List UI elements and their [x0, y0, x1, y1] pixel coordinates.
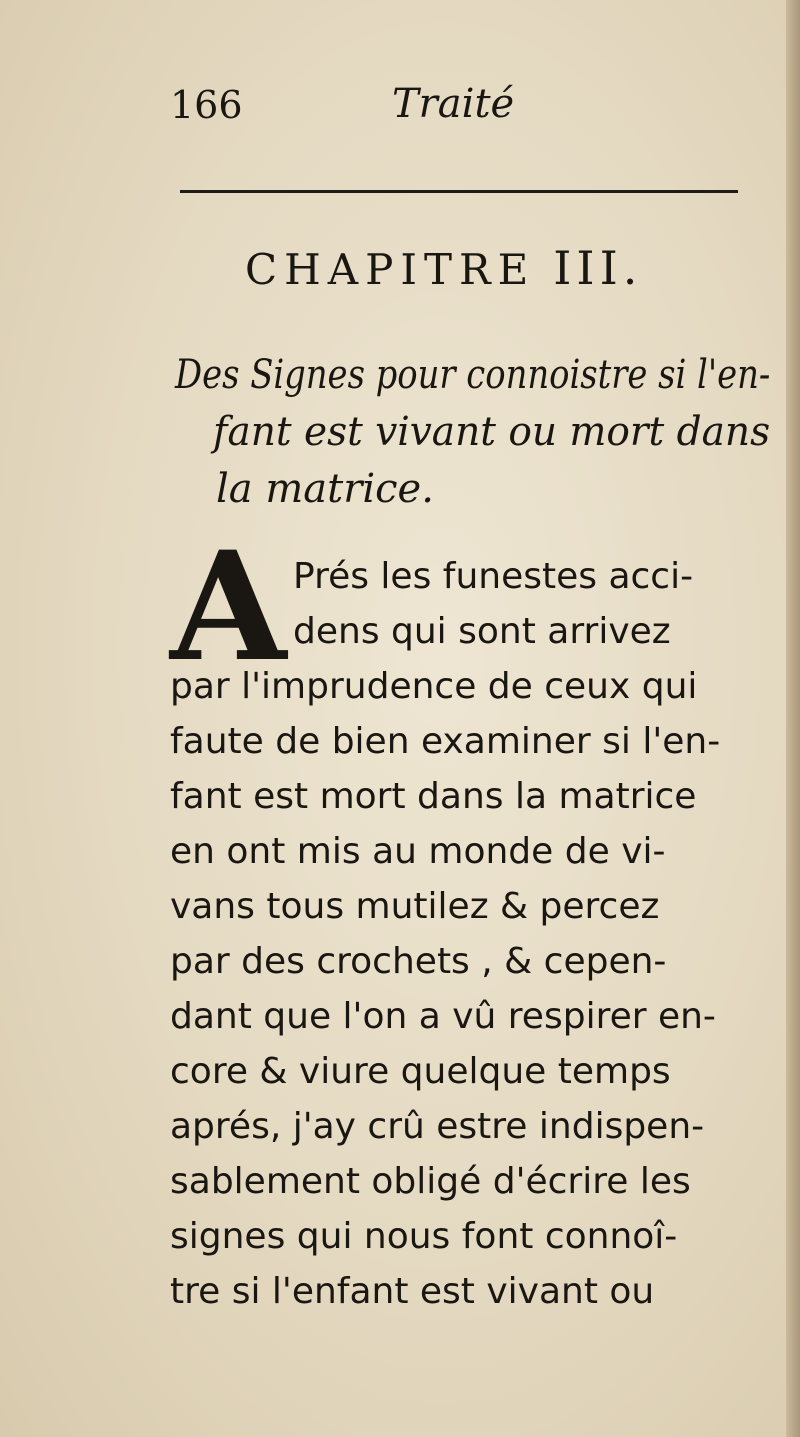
body-line: Prés les funestes acci-	[293, 556, 694, 597]
chapter-title-line: Des Signes pour connoistre si l'en-	[175, 352, 771, 398]
page-number: 166	[170, 83, 243, 127]
body-line: dant que l'on a vû respirer en-	[170, 996, 716, 1037]
chapter-heading	[245, 240, 725, 298]
body-line: faute de bien examiner si l'en-	[170, 721, 721, 762]
chapter-number: III.	[553, 241, 643, 295]
body-line: par des crochets , & cepen-	[170, 941, 667, 982]
chapter-label: CHAPITRE	[245, 245, 536, 294]
body-line: vans tous mutilez & percez	[170, 886, 660, 927]
header-rule	[180, 190, 738, 193]
drop-cap: A	[170, 519, 287, 695]
body-line: fant est mort dans la matrice	[170, 776, 697, 817]
body-line: sablement obligé d'écrire les	[170, 1161, 691, 1202]
body-line: par l'imprudence de ceux qui	[170, 666, 698, 707]
body-line: signes qui nous font connoî-	[170, 1216, 678, 1257]
body-line: dens qui sont arrivez	[293, 611, 671, 652]
body-line: core & viure quelque temps	[170, 1051, 671, 1092]
body-line: en ont mis au monde de vi-	[170, 831, 666, 872]
chapter-title-line: la matrice.	[216, 466, 434, 512]
page-edge	[786, 0, 800, 1437]
running-title: Traité	[392, 81, 515, 127]
chapter-title-line: fant est vivant ou mort dans	[213, 409, 771, 455]
body-line: aprés, j'ay crû estre indispen-	[170, 1106, 705, 1147]
body-line: tre si l'enfant est vivant ou	[170, 1271, 655, 1312]
